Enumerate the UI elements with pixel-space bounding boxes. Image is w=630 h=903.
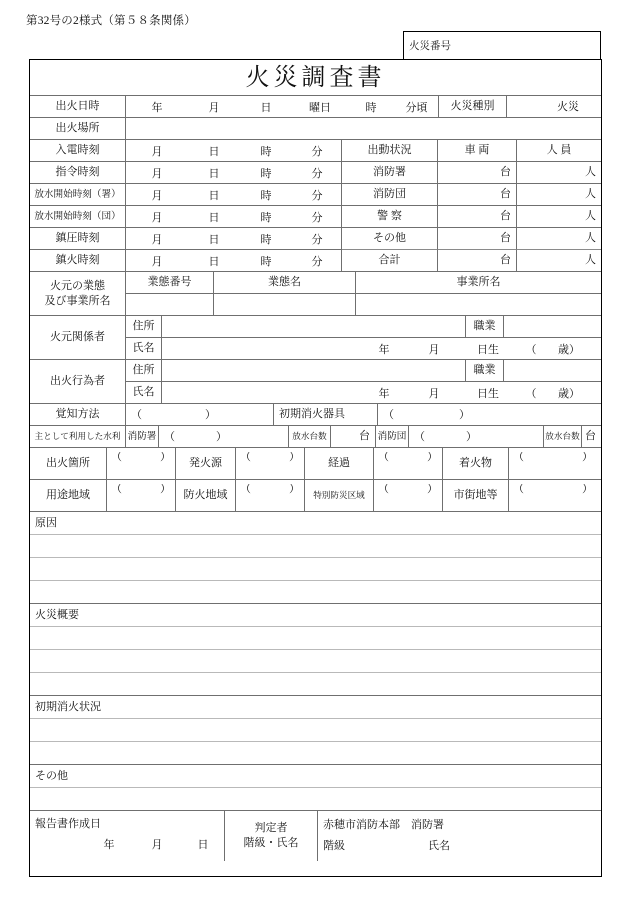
label-initial-equipment: 初期消火器具	[274, 404, 378, 426]
water-supply-nozzle-corps-field[interactable]: 台	[582, 426, 601, 448]
label-origin-datetime: 出火日時	[30, 96, 126, 118]
origin-location-paren-open: （	[111, 452, 122, 463]
token-hour: 時	[260, 146, 272, 158]
footer-judge-rank-name: 階級・氏名	[243, 837, 299, 849]
label-call-time: 入電時刻	[30, 140, 126, 162]
urban-area-paren-close: ）	[582, 484, 593, 495]
footer-judge-cell	[225, 811, 318, 861]
token-day-born: 日生	[477, 344, 499, 356]
water-start-station-tokens	[126, 184, 342, 206]
section-line-cause-3[interactable]	[30, 581, 601, 604]
token-month: 月	[428, 388, 440, 400]
water-supply-nozzle-station-field[interactable]: 台	[331, 426, 376, 448]
urban-area-paren-open: （	[513, 484, 524, 495]
token-month: 月	[151, 234, 163, 246]
ignition-source-paren-close: ）	[289, 452, 300, 463]
token-minute: 分	[311, 146, 323, 158]
section-line-overview-3[interactable]	[30, 673, 601, 696]
section-line-other-1[interactable]	[30, 788, 601, 811]
section-label-cause: 原因	[30, 512, 601, 535]
person-origin-occupation-label: 職業	[466, 316, 504, 338]
ignited-object-paren-open: （	[513, 452, 524, 463]
person-actor-occupation-label: 職業	[466, 360, 504, 382]
label-person-actor: 出火行為者	[30, 360, 126, 404]
special-zone-paren-close: ）	[427, 484, 438, 495]
token-year: 年	[378, 388, 390, 400]
suppression-time-tokens	[126, 228, 342, 250]
token-minute: 分	[311, 190, 323, 202]
token-year: 年	[151, 102, 163, 114]
fire-type-suffix: 火災	[557, 100, 579, 113]
dispatch-col-personnel: 人 員	[517, 140, 601, 162]
person-origin-birth-tokens	[360, 338, 601, 360]
label-ignited-object: 着火物	[443, 448, 509, 480]
section-line-cause-2[interactable]	[30, 558, 601, 581]
field-origin-place[interactable]	[126, 118, 601, 140]
label-special-disaster-zone: 特別防災区域	[305, 480, 374, 512]
call-time-tokens	[126, 140, 342, 162]
use-district-paren-close: ）	[160, 484, 171, 495]
section-label-other: その他	[30, 765, 601, 788]
token-hour: 時	[260, 212, 272, 224]
age-paren-close: 歳）	[558, 344, 580, 356]
footer-department-name-label: 氏名	[428, 839, 450, 852]
token-month: 月	[151, 212, 163, 224]
token-month: 月	[428, 344, 440, 356]
label-origin-place: 出火場所	[30, 118, 126, 140]
section-label-initial-suppression: 初期消火状況	[30, 696, 601, 719]
order-time-tokens	[126, 162, 342, 184]
dispatch-personnel-police[interactable]: 人	[517, 206, 601, 228]
token-year: 年	[103, 838, 115, 851]
extinguish-time-tokens	[126, 250, 342, 272]
business-col-code: 業態番号	[126, 272, 214, 294]
dispatch-vehicles-police[interactable]: 台	[438, 206, 517, 228]
token-month: 月	[208, 102, 220, 114]
token-hour: 時	[260, 256, 272, 268]
initial-equipment-paren-close: ）	[459, 408, 470, 421]
origin-datetime-tokens	[126, 96, 439, 118]
token-minute: 分	[311, 256, 323, 268]
dispatch-vehicles-other[interactable]: 台	[438, 228, 517, 250]
label-fire-prevention-district: 防火地域	[176, 480, 236, 512]
section-line-initial-suppression-2[interactable]	[30, 742, 601, 765]
label-detection-method: 覚知方法	[30, 404, 126, 426]
section-line-cause-1[interactable]	[30, 535, 601, 558]
dispatch-item-other: その他	[342, 228, 438, 250]
token-hour: 時	[260, 190, 272, 202]
token-day: 日	[260, 102, 272, 114]
footer-department-name: 赤穂市消防本部 消防署	[323, 818, 444, 831]
ignited-object-paren-close: ）	[582, 452, 593, 463]
footer-department-rank-label: 階級	[323, 839, 345, 852]
business-label-line1: 火元の業態	[50, 279, 105, 292]
dispatch-vehicles-corps[interactable]: 台	[438, 184, 517, 206]
label-person-origin: 火元関係者	[30, 316, 126, 360]
water-supply-station-label: 消防署	[126, 426, 159, 448]
fire-prevention-paren-close: ）	[289, 484, 300, 495]
dispatch-item-station: 消防署	[342, 162, 438, 184]
token-minute: 分頃	[405, 102, 428, 114]
section-line-overview-1[interactable]	[30, 627, 601, 650]
token-day: 日	[208, 234, 220, 246]
age-paren-close: 歳）	[558, 388, 580, 400]
water-supply-nozzle-label-corps: 放水台数	[544, 426, 582, 448]
token-day: 日	[208, 190, 220, 202]
detection-paren-open: （	[131, 408, 142, 421]
label-extinguish-time: 鎮火時刻	[30, 250, 126, 272]
label-order-time: 指令時刻	[30, 162, 126, 184]
footer-report-date-label: 報告書作成日	[35, 817, 101, 830]
special-zone-paren-open: （	[378, 484, 389, 495]
token-day: 日	[197, 838, 209, 851]
token-minute: 分	[311, 168, 323, 180]
token-day: 日	[208, 212, 220, 224]
dispatch-personnel-total[interactable]: 人	[517, 250, 601, 272]
dispatch-personnel-station[interactable]: 人	[517, 162, 601, 184]
business-field-name[interactable]	[214, 294, 356, 316]
person-actor-birth-tokens	[360, 382, 601, 404]
token-day-born: 日生	[477, 388, 499, 400]
fire-number-label: 火災番号	[409, 41, 451, 52]
token-day: 日	[208, 168, 220, 180]
use-district-paren-open: （	[111, 484, 122, 495]
business-col-name: 業態名	[214, 272, 356, 294]
person-origin-address-field[interactable]	[162, 316, 466, 338]
age-paren-open: （	[525, 344, 537, 356]
form-number: 第32号の2様式（第５８条関係）	[26, 15, 196, 27]
label-fire-type: 火災種別	[439, 96, 507, 118]
label-suppression-time: 鎮圧時刻	[30, 228, 126, 250]
business-field-code[interactable]	[126, 294, 214, 316]
dispatch-vehicles-total[interactable]: 台	[438, 250, 517, 272]
water-supply-nozzle-label-station: 放水台数	[289, 426, 331, 448]
dispatch-col-vehicles: 車 両	[438, 140, 517, 162]
token-hour: 時	[260, 168, 272, 180]
token-month: 月	[151, 256, 163, 268]
business-label-line2: 及び事業所名	[44, 294, 111, 307]
dispatch-vehicles-station[interactable]: 台	[438, 162, 517, 184]
label-water-supply: 主として利用した水利	[30, 426, 126, 448]
section-label-overview: 火災概要	[30, 604, 601, 627]
dispatch-item-police: 警 察	[342, 206, 438, 228]
person-actor-address-field[interactable]	[162, 360, 466, 382]
footer-report-date-tokens	[85, 835, 225, 855]
section-line-initial-suppression-1[interactable]	[30, 719, 601, 742]
token-day: 日	[208, 146, 220, 158]
person-origin-name-label: 氏名	[126, 338, 162, 360]
initial-equipment-paren-open: （	[383, 408, 394, 421]
person-origin-address-label: 住所	[126, 316, 162, 338]
dispatch-header: 出動状況	[342, 140, 438, 162]
token-month: 月	[151, 168, 163, 180]
person-actor-occupation-field[interactable]	[504, 360, 601, 382]
label-use-district: 用途地域	[30, 480, 107, 512]
form-title-cell	[30, 60, 601, 96]
token-day: 日	[208, 256, 220, 268]
dispatch-personnel-other[interactable]: 人	[517, 228, 601, 250]
token-weekday: 曜日	[309, 102, 331, 114]
token-month: 月	[151, 838, 163, 851]
token-minute: 分	[311, 212, 323, 224]
business-field-office[interactable]	[356, 294, 601, 316]
footer-judge-label: 判定者	[254, 822, 288, 835]
progression-paren-close: ）	[427, 452, 438, 463]
section-line-overview-2[interactable]	[30, 650, 601, 673]
label-water-start-station: 放水開始時刻（署）	[30, 184, 126, 206]
label-water-start-corps: 放水開始時刻（団）	[30, 206, 126, 228]
label-ignition-source: 発火源	[176, 448, 236, 480]
ignition-source-paren-open: （	[240, 452, 251, 463]
token-month: 月	[151, 190, 163, 202]
fire-number-box[interactable]	[403, 31, 601, 60]
dispatch-item-corps: 消防団	[342, 184, 438, 206]
water-station-paren-close: ）	[216, 430, 227, 443]
token-hour: 時	[365, 102, 377, 114]
age-paren-open: （	[525, 388, 537, 400]
token-year: 年	[378, 344, 390, 356]
page-title: 火災調査書	[245, 64, 386, 91]
footer-report-date-cell[interactable]	[30, 811, 225, 861]
label-business-type	[30, 272, 126, 316]
footer-department-cell[interactable]	[318, 811, 601, 861]
person-actor-name-label: 氏名	[126, 382, 162, 404]
water-station-paren-open: （	[164, 430, 175, 443]
token-minute: 分	[311, 234, 323, 246]
business-col-office: 事業所名	[356, 272, 601, 294]
form-frame	[29, 59, 602, 877]
water-corps-paren-open: （	[414, 430, 425, 443]
origin-location-paren-close: ）	[160, 452, 171, 463]
progression-paren-open: （	[378, 452, 389, 463]
dispatch-item-total: 合計	[342, 250, 438, 272]
person-origin-occupation-field[interactable]	[504, 316, 601, 338]
field-initial-equipment[interactable]	[378, 404, 601, 426]
label-progression: 経過	[305, 448, 374, 480]
person-actor-address-label: 住所	[126, 360, 162, 382]
water-start-corps-tokens	[126, 206, 342, 228]
token-hour: 時	[260, 234, 272, 246]
water-supply-corps-label: 消防団	[376, 426, 409, 448]
fire-prevention-paren-open: （	[240, 484, 251, 495]
water-corps-paren-close: ）	[466, 430, 477, 443]
detection-paren-close: ）	[205, 408, 216, 421]
label-origin-location: 出火箇所	[30, 448, 107, 480]
label-urban-area: 市街地等	[443, 480, 509, 512]
dispatch-personnel-corps[interactable]: 人	[517, 184, 601, 206]
token-month: 月	[151, 146, 163, 158]
